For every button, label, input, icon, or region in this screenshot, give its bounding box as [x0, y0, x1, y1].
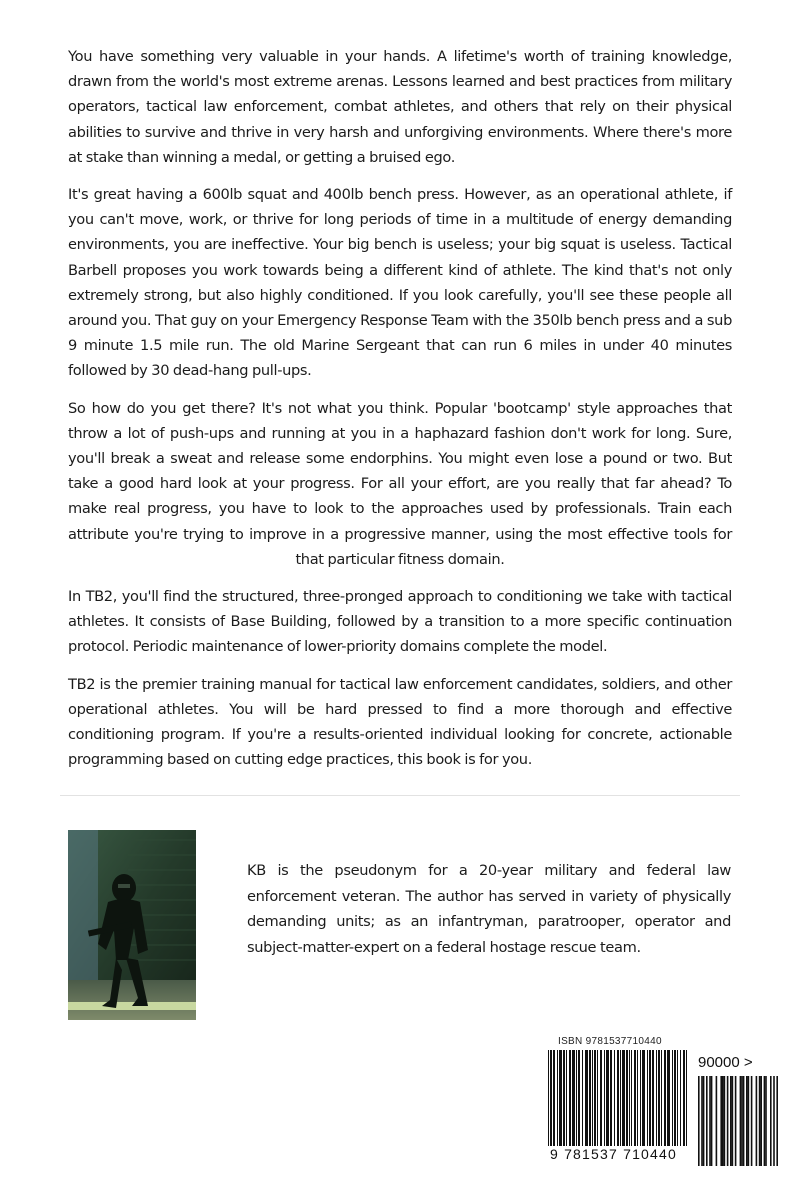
section-divider: [60, 795, 740, 796]
barcode-bar: [730, 1076, 732, 1166]
barcode-bar: [650, 1050, 651, 1146]
isbn-barcode: [548, 1036, 780, 1200]
barcode-bar: [590, 1050, 591, 1146]
barcode-bar: [741, 1076, 743, 1166]
barcode-bar: [637, 1050, 638, 1146]
isbn-digits: 9 781537 710440: [550, 1146, 677, 1162]
barcode-bar: [727, 1076, 729, 1166]
barcode-bar: [743, 1076, 745, 1166]
author-photo: [68, 830, 196, 1020]
barcode-bar: [554, 1050, 555, 1146]
barcode-bar: [624, 1050, 625, 1146]
barcode-bar: [724, 1076, 726, 1166]
barcode-bar: [698, 1076, 700, 1166]
barcode-bar: [765, 1076, 767, 1166]
barcode-bar: [759, 1076, 761, 1166]
barcode-bar: [751, 1076, 753, 1166]
barcode-bar: [570, 1050, 571, 1146]
barcode-bar: [614, 1050, 615, 1146]
barcode-bar: [594, 1050, 595, 1146]
barcode-bar: [626, 1050, 627, 1146]
isbn-label: ISBN 9781537710440: [558, 1036, 662, 1047]
barcode-bar: [563, 1050, 564, 1146]
barcode-bar: [582, 1050, 583, 1146]
barcode-bar: [611, 1050, 612, 1146]
barcode-bar: [722, 1076, 724, 1166]
barcode-bar: [610, 1050, 611, 1146]
blurb-paragraph-3: So how do you get there? It's not what you think. Popular 'bootcamp' style approaches that throw a lot of push-ups and running at you in a haphazard fashion don't work for long. Sure, you'll break a sweat and release some endorphins. You might even lose a pound or two. But take a good hard look at your progress. For all your effort, are you really that far ahead? To make real progress, you have to look to the approaches used by professionals. Train each attribute you're trying to improve in a progressive manner, using the most effective tools for that particular fitness domain.: [68, 399, 732, 568]
barcode-bar: [740, 1076, 742, 1166]
barcode-bar: [659, 1050, 660, 1146]
barcode-bar: [578, 1050, 579, 1146]
barcode-bar: [658, 1050, 659, 1146]
barcode-bar: [620, 1050, 621, 1146]
barcode-bar: [560, 1050, 561, 1146]
barcode-bar: [585, 1050, 586, 1146]
barcode-bar: [669, 1050, 670, 1146]
barcode-bar: [576, 1050, 577, 1146]
blurb-paragraph-1: You have something very valuable in your hands. A lifetime's worth of training knowledge, drawn from the world's most extreme arenas. Lessons learned and best practices from military operators, tactical law enforcement, combat athletes, and others that rely on their physical abilities to survive and thrive in very harsh and unforgiving environments. Where there's more at stake than winning a medal, or getting a bruised ego.: [68, 48, 732, 166]
barcode-bar: [597, 1050, 598, 1146]
barcode-bar: [656, 1050, 657, 1146]
author-photo-illustration: [68, 830, 196, 1020]
barcode-bar: [680, 1050, 681, 1146]
barcode-bar: [587, 1050, 588, 1146]
barcode-bar: [592, 1050, 593, 1146]
barcode-bar: [667, 1050, 668, 1146]
barcode-bar: [649, 1050, 650, 1146]
barcode-bar: [574, 1050, 575, 1146]
barcode-bar: [684, 1050, 685, 1146]
barcode-bar: [683, 1050, 684, 1146]
barcode-bar: [617, 1050, 618, 1146]
barcode-bar: [642, 1050, 643, 1146]
barcode-bar: [607, 1050, 608, 1146]
barcode-bar: [551, 1050, 552, 1146]
blurb-paragraph-5: TB2 is the premier training manual for tactical law enforcement candidates, soldiers, and other operational athletes. You will be hard pressed to find a more thorough and effective conditioning program. If you're a results-oriented individual looking for concrete, actionable programming based on cutting edge practices, this book is for you.: [68, 675, 732, 769]
barcode-bar: [653, 1050, 654, 1146]
cover-blurb: [68, 44, 732, 784]
barcode-bar: [553, 1050, 554, 1146]
barcode-bar: [640, 1050, 641, 1146]
barcode-bar: [569, 1050, 570, 1146]
barcode-bar: [760, 1076, 762, 1166]
barcode-bar: [634, 1050, 635, 1146]
barcode-bar: [674, 1050, 675, 1146]
barcode-bar: [589, 1050, 590, 1146]
barcode-bar: [701, 1076, 703, 1166]
barcode-bar: [566, 1050, 567, 1146]
barcode-bar: [773, 1076, 775, 1166]
price-code: 90000 >: [698, 1054, 753, 1071]
barcode-bar: [579, 1050, 580, 1146]
barcode-bar: [672, 1050, 673, 1146]
barcode-bar: [548, 1050, 549, 1146]
barcode-bar: [665, 1050, 666, 1146]
barcode-bar: [677, 1050, 678, 1146]
barcode-bar: [586, 1050, 587, 1146]
barcode-bar: [550, 1050, 551, 1146]
barcode-bar: [776, 1076, 778, 1166]
barcode-bar: [711, 1076, 713, 1166]
barcode-bar: [600, 1050, 601, 1146]
barcode-bar: [559, 1050, 560, 1146]
barcode-bar: [629, 1050, 630, 1146]
barcode-bar: [631, 1050, 632, 1146]
barcode-bar: [618, 1050, 619, 1146]
barcode-bar: [686, 1050, 687, 1146]
barcode-bar: [647, 1050, 648, 1146]
barcode-bar: [661, 1050, 662, 1146]
barcode-bar: [703, 1076, 705, 1166]
barcode-bar: [732, 1076, 734, 1166]
blurb-paragraph-2: It's great having a 600lb squat and 400lb bench press. However, as an operational athlete, if you can't move, work, or thrive for long periods of time in a multitude of energy demanding environments, you are ineffective. Your big bench is useless; your big squat is useless. Tactical Barbell proposes you work towards being a different kind of athlete. The kind that's not only extremely strong, but also highly conditioned. If you look carefully, you'll see these people all around you. That guy on your Emergency Response Team with the 350lb bench press and a sub 9 minute 1.5 mile run. The old Marine Sergeant that can run 6 miles in under 40 minutes followed by 30 dead-hang pull-ups.: [68, 186, 732, 380]
barcode-bar: [643, 1050, 644, 1146]
barcode-bar: [746, 1076, 748, 1166]
barcode-bar: [748, 1076, 750, 1166]
barcode-bar: [735, 1076, 737, 1166]
barcode-bar: [627, 1050, 628, 1146]
barcode-bar: [572, 1050, 573, 1146]
barcode-bar: [606, 1050, 607, 1146]
barcode-bar: [764, 1076, 766, 1166]
barcode-bar: [604, 1050, 605, 1146]
blurb-paragraph-4: In TB2, you'll find the structured, three-pronged approach to conditioning we take with tactical athletes. It consists of Base Building, followed by a transition to a more specific continuation protocol. Periodic maintenance of lower-priority domains complete the model.: [68, 588, 732, 656]
barcode-bar: [664, 1050, 665, 1146]
barcode-bar: [635, 1050, 636, 1146]
barcode-bar: [622, 1050, 623, 1146]
barcode-bar: [623, 1050, 624, 1146]
barcode-bar: [561, 1050, 562, 1146]
barcode-bar: [668, 1050, 669, 1146]
barcode-addon-bars: [698, 1076, 788, 1184]
barcode-bar: [608, 1050, 609, 1146]
barcode-bar: [675, 1050, 676, 1146]
barcode-bar: [564, 1050, 565, 1146]
barcode-bar: [601, 1050, 602, 1146]
barcode-bar: [770, 1076, 772, 1166]
barcode-bar: [652, 1050, 653, 1146]
barcode-bar: [573, 1050, 574, 1146]
barcode-bar: [756, 1076, 758, 1166]
barcode-bar: [706, 1076, 708, 1166]
barcode-bar: [644, 1050, 645, 1146]
author-bio: KB is the pseudonym for a 20-year military and federal law enforcement veteran. The author has served in variety of physically demanding units; as an infantryman, paratrooper, operator and subject-matter-expert on a federal hostage rescue team.: [247, 862, 731, 956]
barcode-bar: [595, 1050, 596, 1146]
barcode-bar: [716, 1076, 718, 1166]
barcode-bar: [709, 1076, 711, 1166]
barcode-bar: [557, 1050, 558, 1146]
barcode-bar: [720, 1076, 722, 1166]
